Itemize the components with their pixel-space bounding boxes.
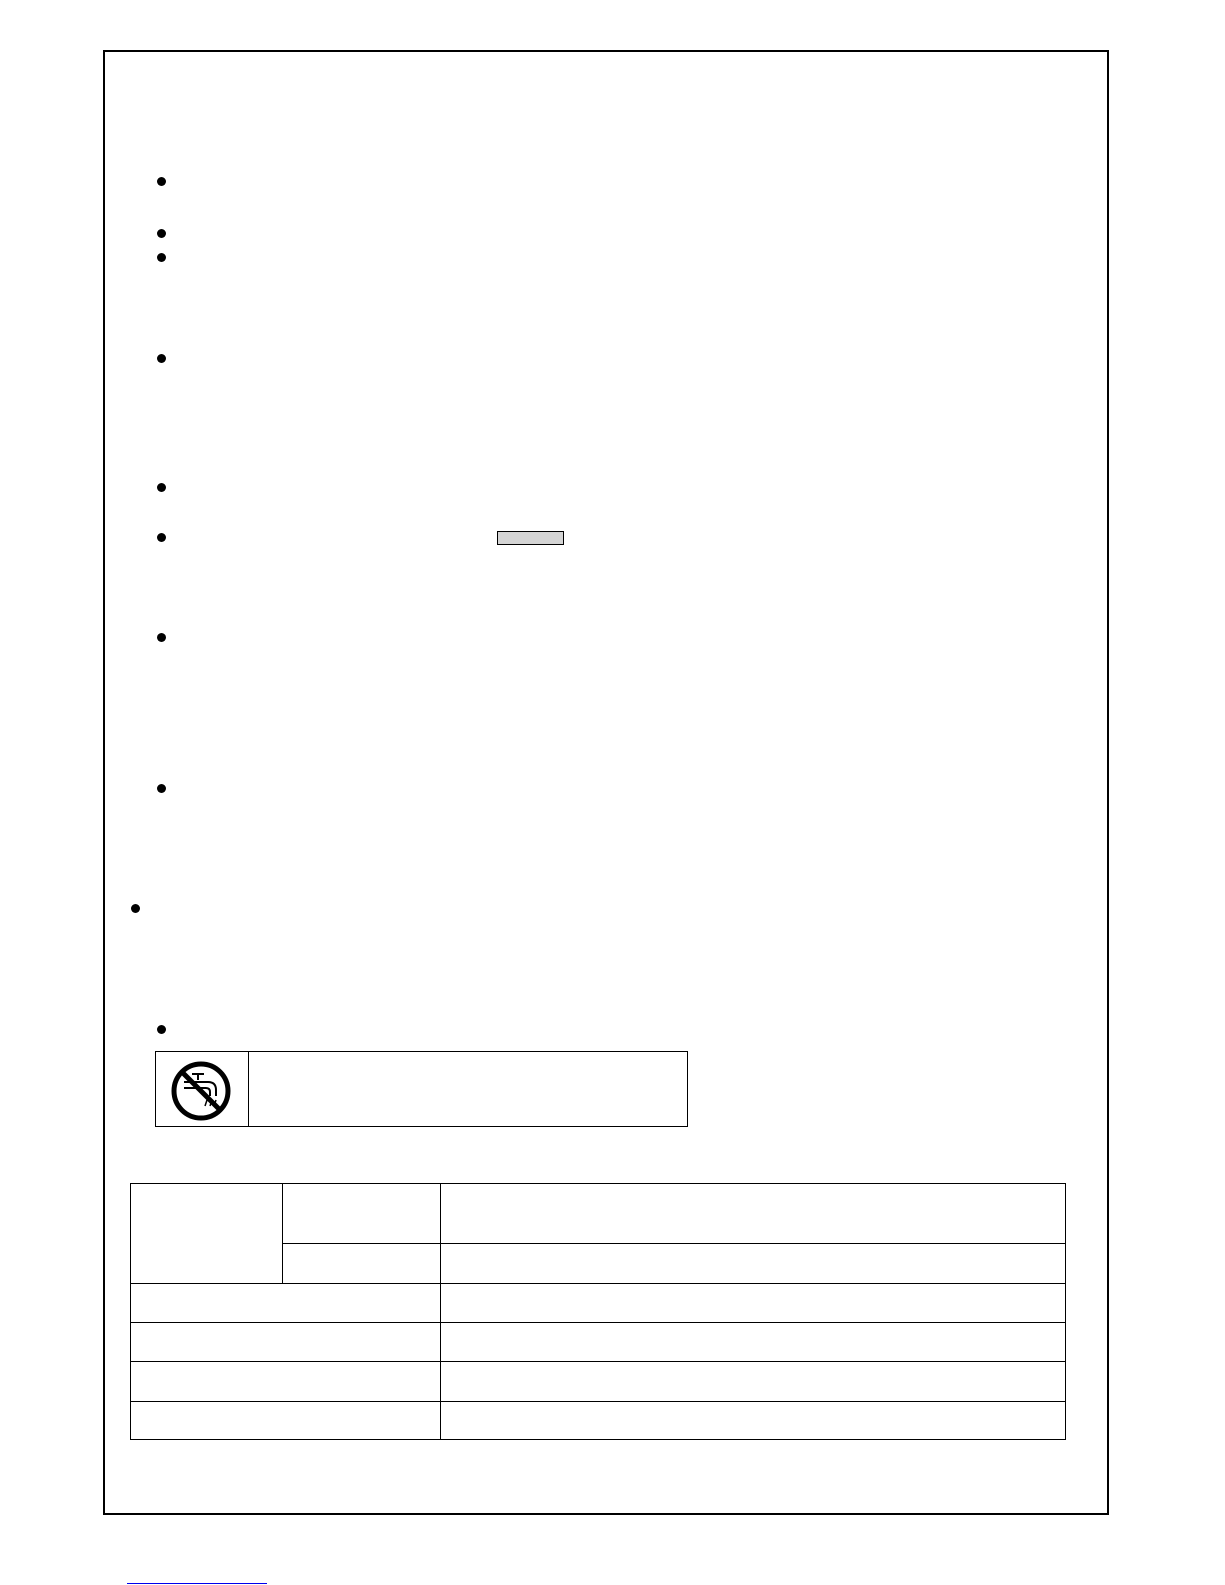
bullet-8	[157, 784, 166, 793]
spec-table	[130, 1183, 1066, 1440]
bullet-2	[157, 229, 166, 238]
bullet-4	[157, 354, 166, 363]
no-water-faucet-icon	[170, 1060, 232, 1122]
table-cell	[283, 1184, 440, 1243]
table-hline-4	[131, 1361, 1065, 1362]
bullet-5	[157, 483, 166, 492]
warning-divider	[248, 1052, 249, 1126]
warning-box	[155, 1051, 688, 1127]
table-hline-3	[131, 1322, 1065, 1323]
table-hline-5	[131, 1401, 1065, 1402]
table-cell	[283, 1244, 440, 1283]
table-cell	[441, 1244, 1066, 1283]
bullet-1	[157, 177, 166, 186]
bullet-7	[157, 633, 166, 642]
bullet-10	[157, 1025, 166, 1034]
bullet-3	[157, 253, 166, 262]
bullet-6	[157, 533, 166, 542]
highlight-box	[497, 531, 564, 545]
footer-link-underline[interactable]	[127, 1583, 267, 1584]
table-cell	[441, 1184, 1066, 1243]
table-cell	[131, 1184, 282, 1283]
table-hline-2	[131, 1283, 1065, 1284]
bullet-9	[131, 904, 140, 913]
